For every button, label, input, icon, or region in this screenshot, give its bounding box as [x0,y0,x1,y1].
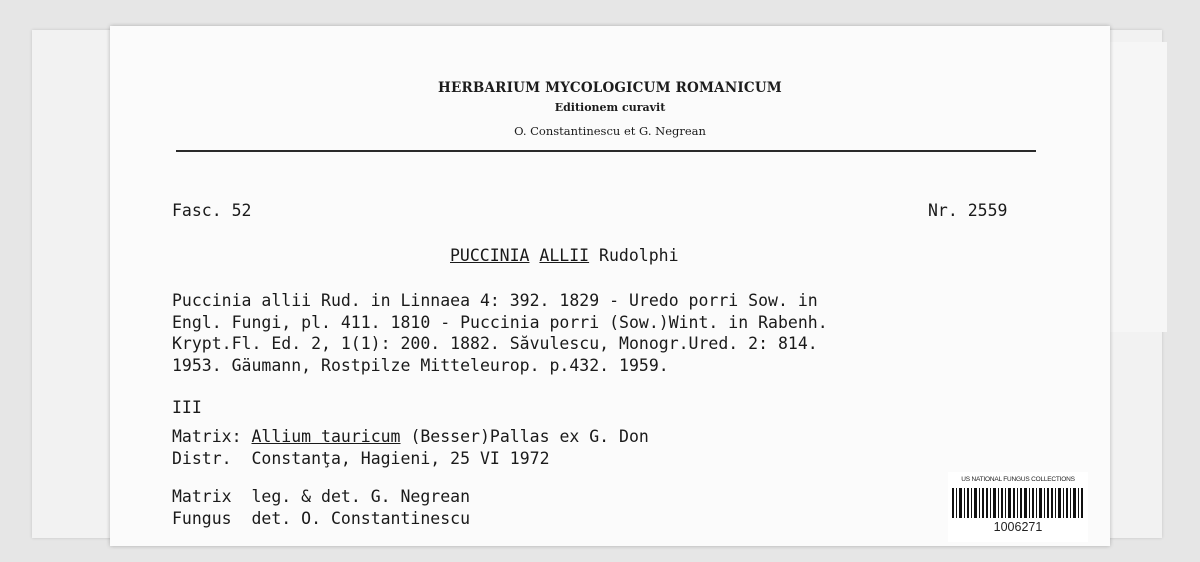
matrix-label: Matrix: [172,427,242,446]
species-name [450,246,679,265]
species-author: Rudolphi [599,246,679,265]
specimen-number: Nr. 2559 [928,201,1008,220]
header-divider [176,150,1036,152]
spore-stage: III [172,398,202,417]
literature-block [172,290,828,376]
distribution-value: Constanţa, Hagieni, 25 VI 1972 [251,449,550,468]
distribution-line [172,448,649,470]
barcode-number: 1006271 [993,520,1043,534]
barcode-label [948,472,1088,542]
specimen-label [110,26,1110,546]
species-epithet: ALLII [539,246,590,265]
fascicle-number: Fasc. 52 [172,201,252,220]
collector-line [172,486,470,508]
collector-label: Matrix [172,487,232,506]
matrix-block [172,426,649,470]
barcode-caption: US NATIONAL FUNGUS COLLECTIONS [961,476,1075,483]
herbarium-title: HERBARIUM MYCOLOGICUM ROMANICUM [438,80,782,96]
editor-subtitle: Editionem curavit [554,101,666,114]
literature-line: Krypt.Fl. Ed. 2, 1(1): 200. 1882. Săvulescu, Monogr.Ured. 2: 814. [172,334,818,353]
collector-value: leg. & det. G. Negrean [251,487,471,506]
collector-line [172,508,470,530]
host-name: Allium tauricum [251,427,401,446]
literature-line: Puccinia allii Rud. in Linnaea 4: 392. 1829 - Uredo porri Sow. in [172,291,818,310]
collector-value: det. O. Constantinescu [251,509,471,528]
sheet-edge-strip [1108,42,1167,332]
species-genus: PUCCINIA [450,246,530,265]
barcode-icon [952,488,1084,518]
literature-line: Engl. Fungi, pl. 411. 1810 - Puccinia porri (Sow.)Wint. in Rabenh. [172,312,828,332]
collector-label: Fungus [172,509,232,528]
host-author: (Besser)Pallas ex G. Don [410,427,649,446]
matrix-line [172,426,649,448]
collectors-block [172,486,470,530]
literature-line: 1953. Gäumann, Rostpilze Mitteleurop. p.432. 1959. [172,355,669,375]
editor-authors: O. Constantinescu et G. Negrean [514,124,706,138]
distribution-label: Distr. [172,449,232,468]
